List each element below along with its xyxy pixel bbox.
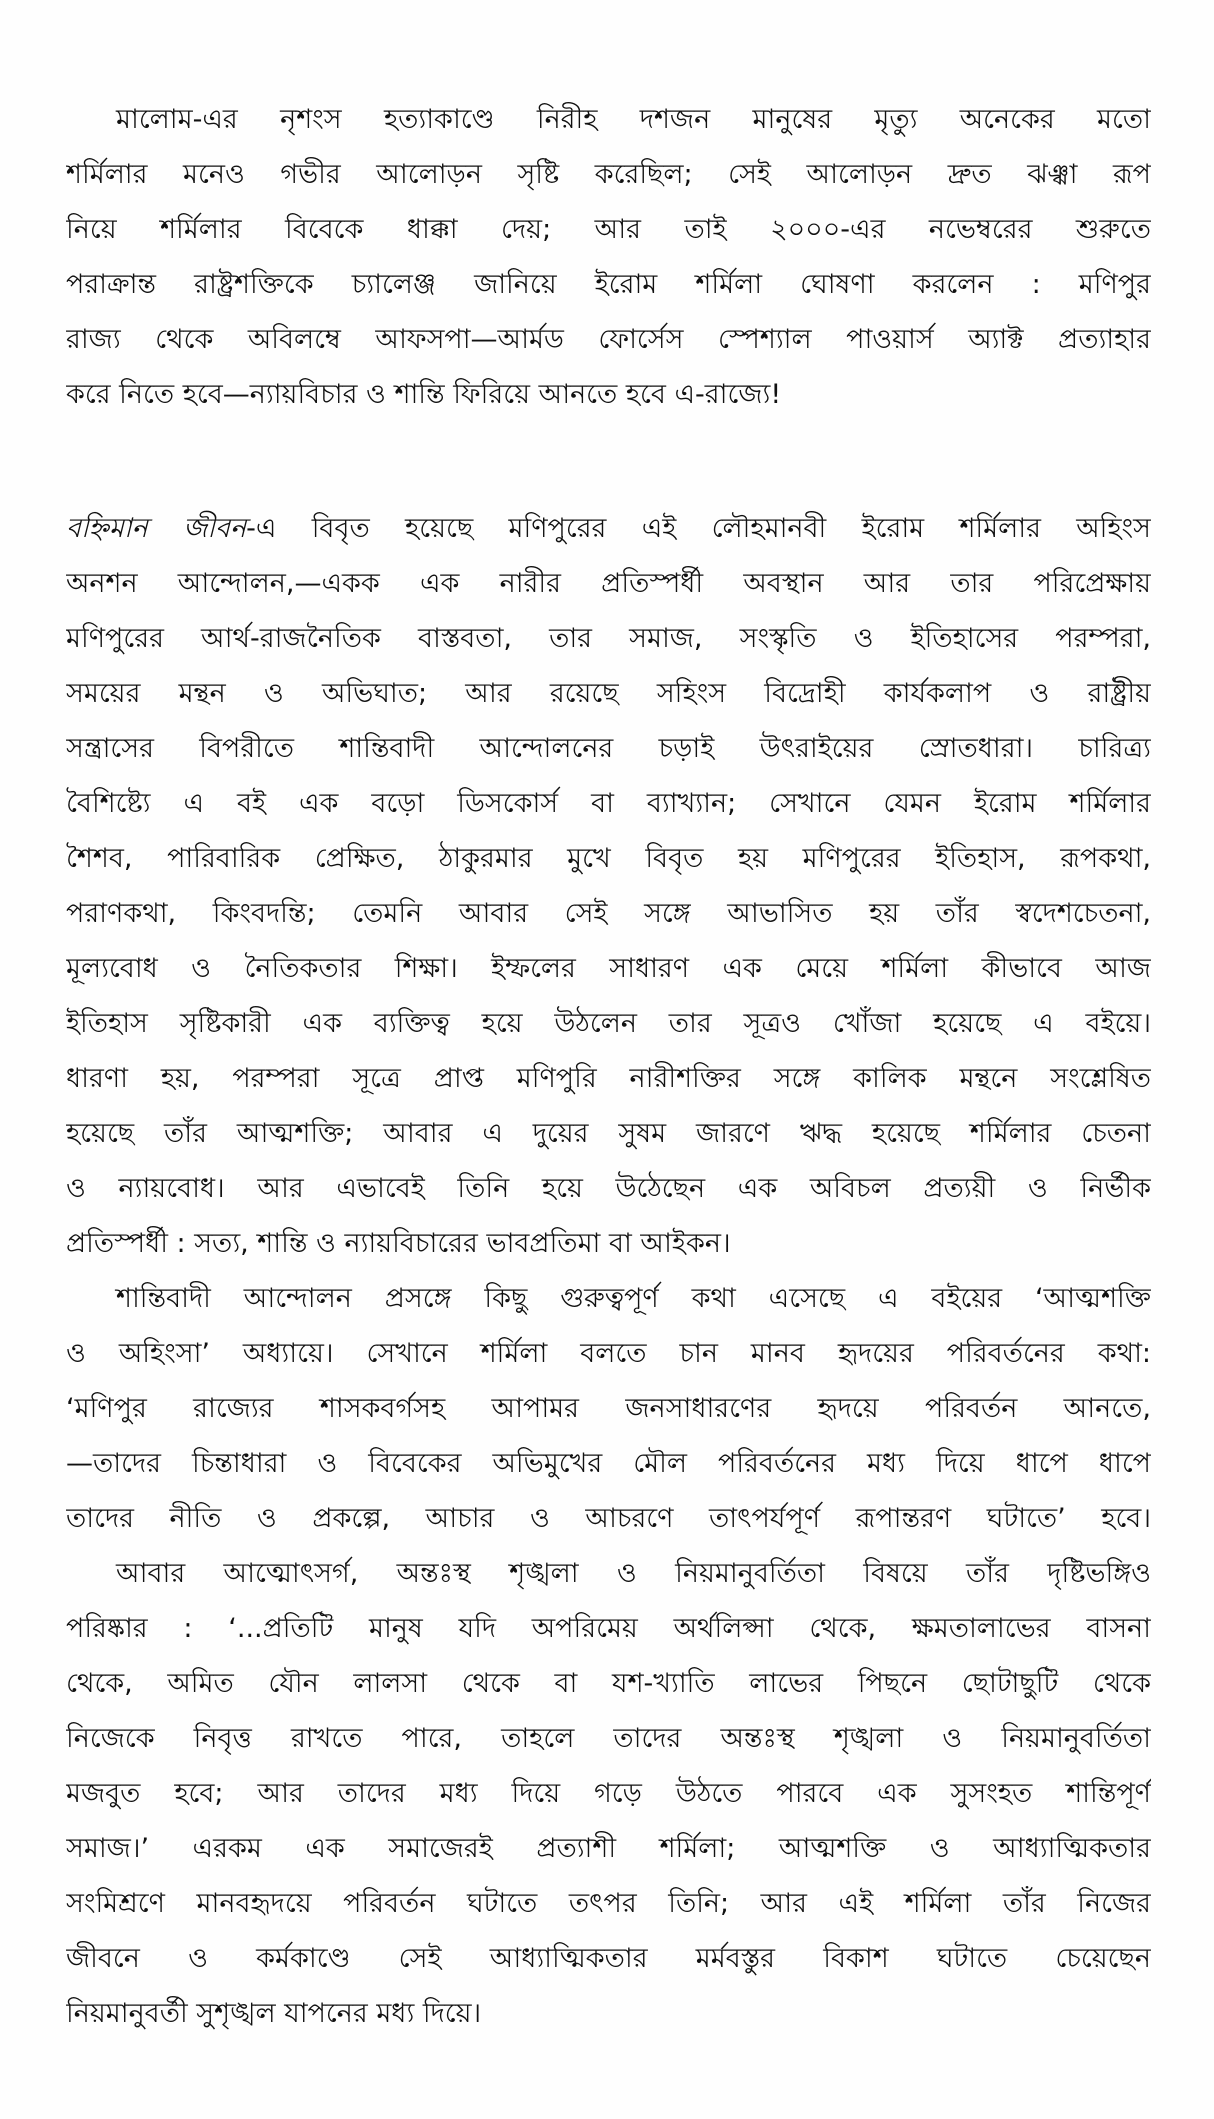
- text-line: নিয়মানুবর্তী সুশৃঙ্খল যাপনের মধ্য দিয়ে।: [66, 1998, 482, 2029]
- text-line: থেকে, অমিত যৌন লালসা থেকে বা যশ-খ্যাতি লাভের পিছনে ছোটাছুটি থেকে: [66, 1668, 1151, 1699]
- text-line: অনশন আন্দোলন,—একক এক নারীর প্রতিস্পর্ধী অবস্থান আর তার পরিপ্রেক্ষায়: [66, 568, 1151, 599]
- paragraph-1: [66, 92, 1151, 422]
- text-line: —তাদের চিন্তাধারা ও বিবেকের অভিমুখের মৌল পরিবর্তনের মধ্য দিয়ে ধাপে ধাপে: [66, 1448, 1151, 1479]
- text-line: রাজ্য থেকে অবিলম্বে আফসপা—আর্মড ফোর্সেস স্পেশ্যাল পাওয়ার্স অ্যাক্ট প্রত্যাহার: [66, 324, 1151, 355]
- text-line: করে নিতে হবে—ন্যায়বিচার ও শান্তি ফিরিয়ে আনতে হবে এ-রাজ্যে!: [66, 379, 782, 410]
- text-line: পরাক্রান্ত রাষ্ট্রশক্তিকে চ্যালেঞ্জ জানিয়ে ইরোম শর্মিলা ঘোষণা করলেন : মণিপুর: [66, 269, 1151, 300]
- book-title: বহ্নিমান জীবন: [66, 513, 247, 544]
- text-line: জীবনে ও কর্মকাণ্ডে সেই আধ্যাত্মিকতার মর্মবস্তুর বিকাশ ঘটাতে চেয়েছেন: [66, 1943, 1151, 1974]
- text-line: পরাণকথা, কিংবদন্তি; তেমনি আবার সেই সঙ্গে আভাসিত হয় তাঁর স্বদেশচেতনা,: [66, 898, 1151, 929]
- text-line: সন্ত্রাসের বিপরীতে শান্তিবাদী আন্দোলনের চড়াই উৎরাইয়ের স্রোতধারা। চারিত্র্য: [66, 733, 1151, 764]
- text-line: ও ন্যায়বোধ। আর এভাবেই তিনি হয়ে উঠেছেন এক অবিচল প্রত্যয়ী ও নির্ভীক: [66, 1173, 1151, 1204]
- text-line: সময়ের মন্থন ও অভিঘাত; আর রয়েছে সহিংস বিদ্রোহী কার্যকলাপ ও রাষ্ট্রীয়: [66, 678, 1151, 709]
- text-line: মালোম-এর নৃশংস হত্যাকাণ্ডে নিরীহ দশজন মানুষের মৃত্যু অনেকের মতো: [116, 104, 1151, 135]
- text-line: সংমিশ্রণে মানবহৃদয়ে পরিবর্তন ঘটাতে তৎপর তিনি; আর এই শর্মিলা তাঁর নিজের: [66, 1888, 1151, 1919]
- text-line: শান্তিবাদী আন্দোলন প্রসঙ্গে কিছু গুরুত্বপূর্ণ কথা এসেছে এ বইয়ের ‘আত্মশক্তি: [116, 1283, 1151, 1314]
- text-line: ধারণা হয়, পরম্পরা সূত্রে প্রাপ্ত মণিপুরি নারীশক্তির সঙ্গে কালিক মন্থনে সংশ্লেষিত: [66, 1063, 1151, 1094]
- text-span: -এ বিবৃত হয়েছে মণিপুরের এই লৌহমানবী ইরোম শর্মিলার অহিংস: [246, 513, 1151, 544]
- text-line: বৈশিষ্ট্যে এ বই এক বড়ো ডিসকোর্স বা ব্যাখ্যান; সেখানে যেমন ইরোম শর্মিলার: [66, 788, 1151, 819]
- text-line: আবার আত্মোৎসর্গ, অন্তঃস্থ শৃঙ্খলা ও নিয়মানুবর্তিতা বিষয়ে তাঁর দৃষ্টিভঙ্গিও: [116, 1558, 1151, 1589]
- text-line: শৈশব, পারিবারিক প্রেক্ষিত, ঠাকুরমার মুখে বিবৃত হয় মণিপুরের ইতিহাস, রূপকথা,: [66, 843, 1151, 874]
- text-line: ও অহিংসা’ অধ্যায়ে। সেখানে শর্মিলা বলতে চান মানব হৃদয়ের পরিবর্তনের কথা:: [66, 1338, 1151, 1369]
- text-line: মূল্যবোধ ও নৈতিকতার শিক্ষা। ইম্ফলের সাধারণ এক মেয়ে শর্মিলা কীভাবে আজ: [66, 953, 1151, 984]
- text-line: ‘মণিপুর রাজ্যের শাসকবর্গসহ আপামর জনসাধারণের হৃদয়ে পরিবর্তন আনতে,: [66, 1393, 1151, 1424]
- text-line: পরিষ্কার : ‘...প্রতিটি মানুষ যদি অপরিমেয় অর্থলিপ্সা থেকে, ক্ষমতালাভের বাসনা: [66, 1613, 1151, 1644]
- paragraph-2: [66, 501, 1151, 2041]
- text-line: নিজেকে নিবৃত্ত রাখতে পারে, তাহলে তাদের অন্তঃস্থ শৃঙ্খলা ও নিয়মানুবর্তিতা: [66, 1723, 1151, 1754]
- text-line: মজবুত হবে; আর তাদের মধ্য দিয়ে গড়ে উঠতে পারবে এক সুসংহত শান্তিপূর্ণ: [66, 1778, 1151, 1809]
- text-line: হয়েছে তাঁর আত্মশক্তি; আবার এ দুয়ের সুষম জারণে ঋদ্ধ হয়েছে শর্মিলার চেতনা: [66, 1118, 1151, 1149]
- text-line: ইতিহাস সৃষ্টিকারী এক ব্যক্তিত্ব হয়ে উঠলেন তার সূত্রও খোঁজা হয়েছে এ বইয়ে।: [66, 1008, 1151, 1039]
- text-line: তাদের নীতি ও প্রকল্পে, আচার ও আচরণে তাৎপর্যপূর্ণ রূপান্তরণ ঘটাতে’ হবে।: [66, 1503, 1151, 1534]
- text-line: নিয়ে শর্মিলার বিবেকে ধাক্কা দেয়; আর তাই ২০০০-এর নভেম্বরের শুরুতে: [66, 214, 1151, 245]
- text-line: [66, 501, 1151, 556]
- text-line: প্রতিস্পর্ধী : সত্য, শান্তি ও ন্যায়বিচারের ভাবপ্রতিমা বা আইকন।: [66, 1228, 731, 1259]
- text-line: সমাজ।’ এরকম এক সমাজেরই প্রত্যাশী শর্মিলা; আত্মশক্তি ও আধ্যাত্মিকতার: [66, 1833, 1151, 1864]
- text-line: শর্মিলার মনেও গভীর আলোড়ন সৃষ্টি করেছিল; সেই আলোড়ন দ্রুত ঝঞ্ঝা রূপ: [66, 159, 1151, 190]
- text-line: মণিপুরের আর্থ-রাজনৈতিক বাস্তবতা, তার সমাজ, সংস্কৃতি ও ইতিহাসের পরম্পরা,: [66, 623, 1151, 654]
